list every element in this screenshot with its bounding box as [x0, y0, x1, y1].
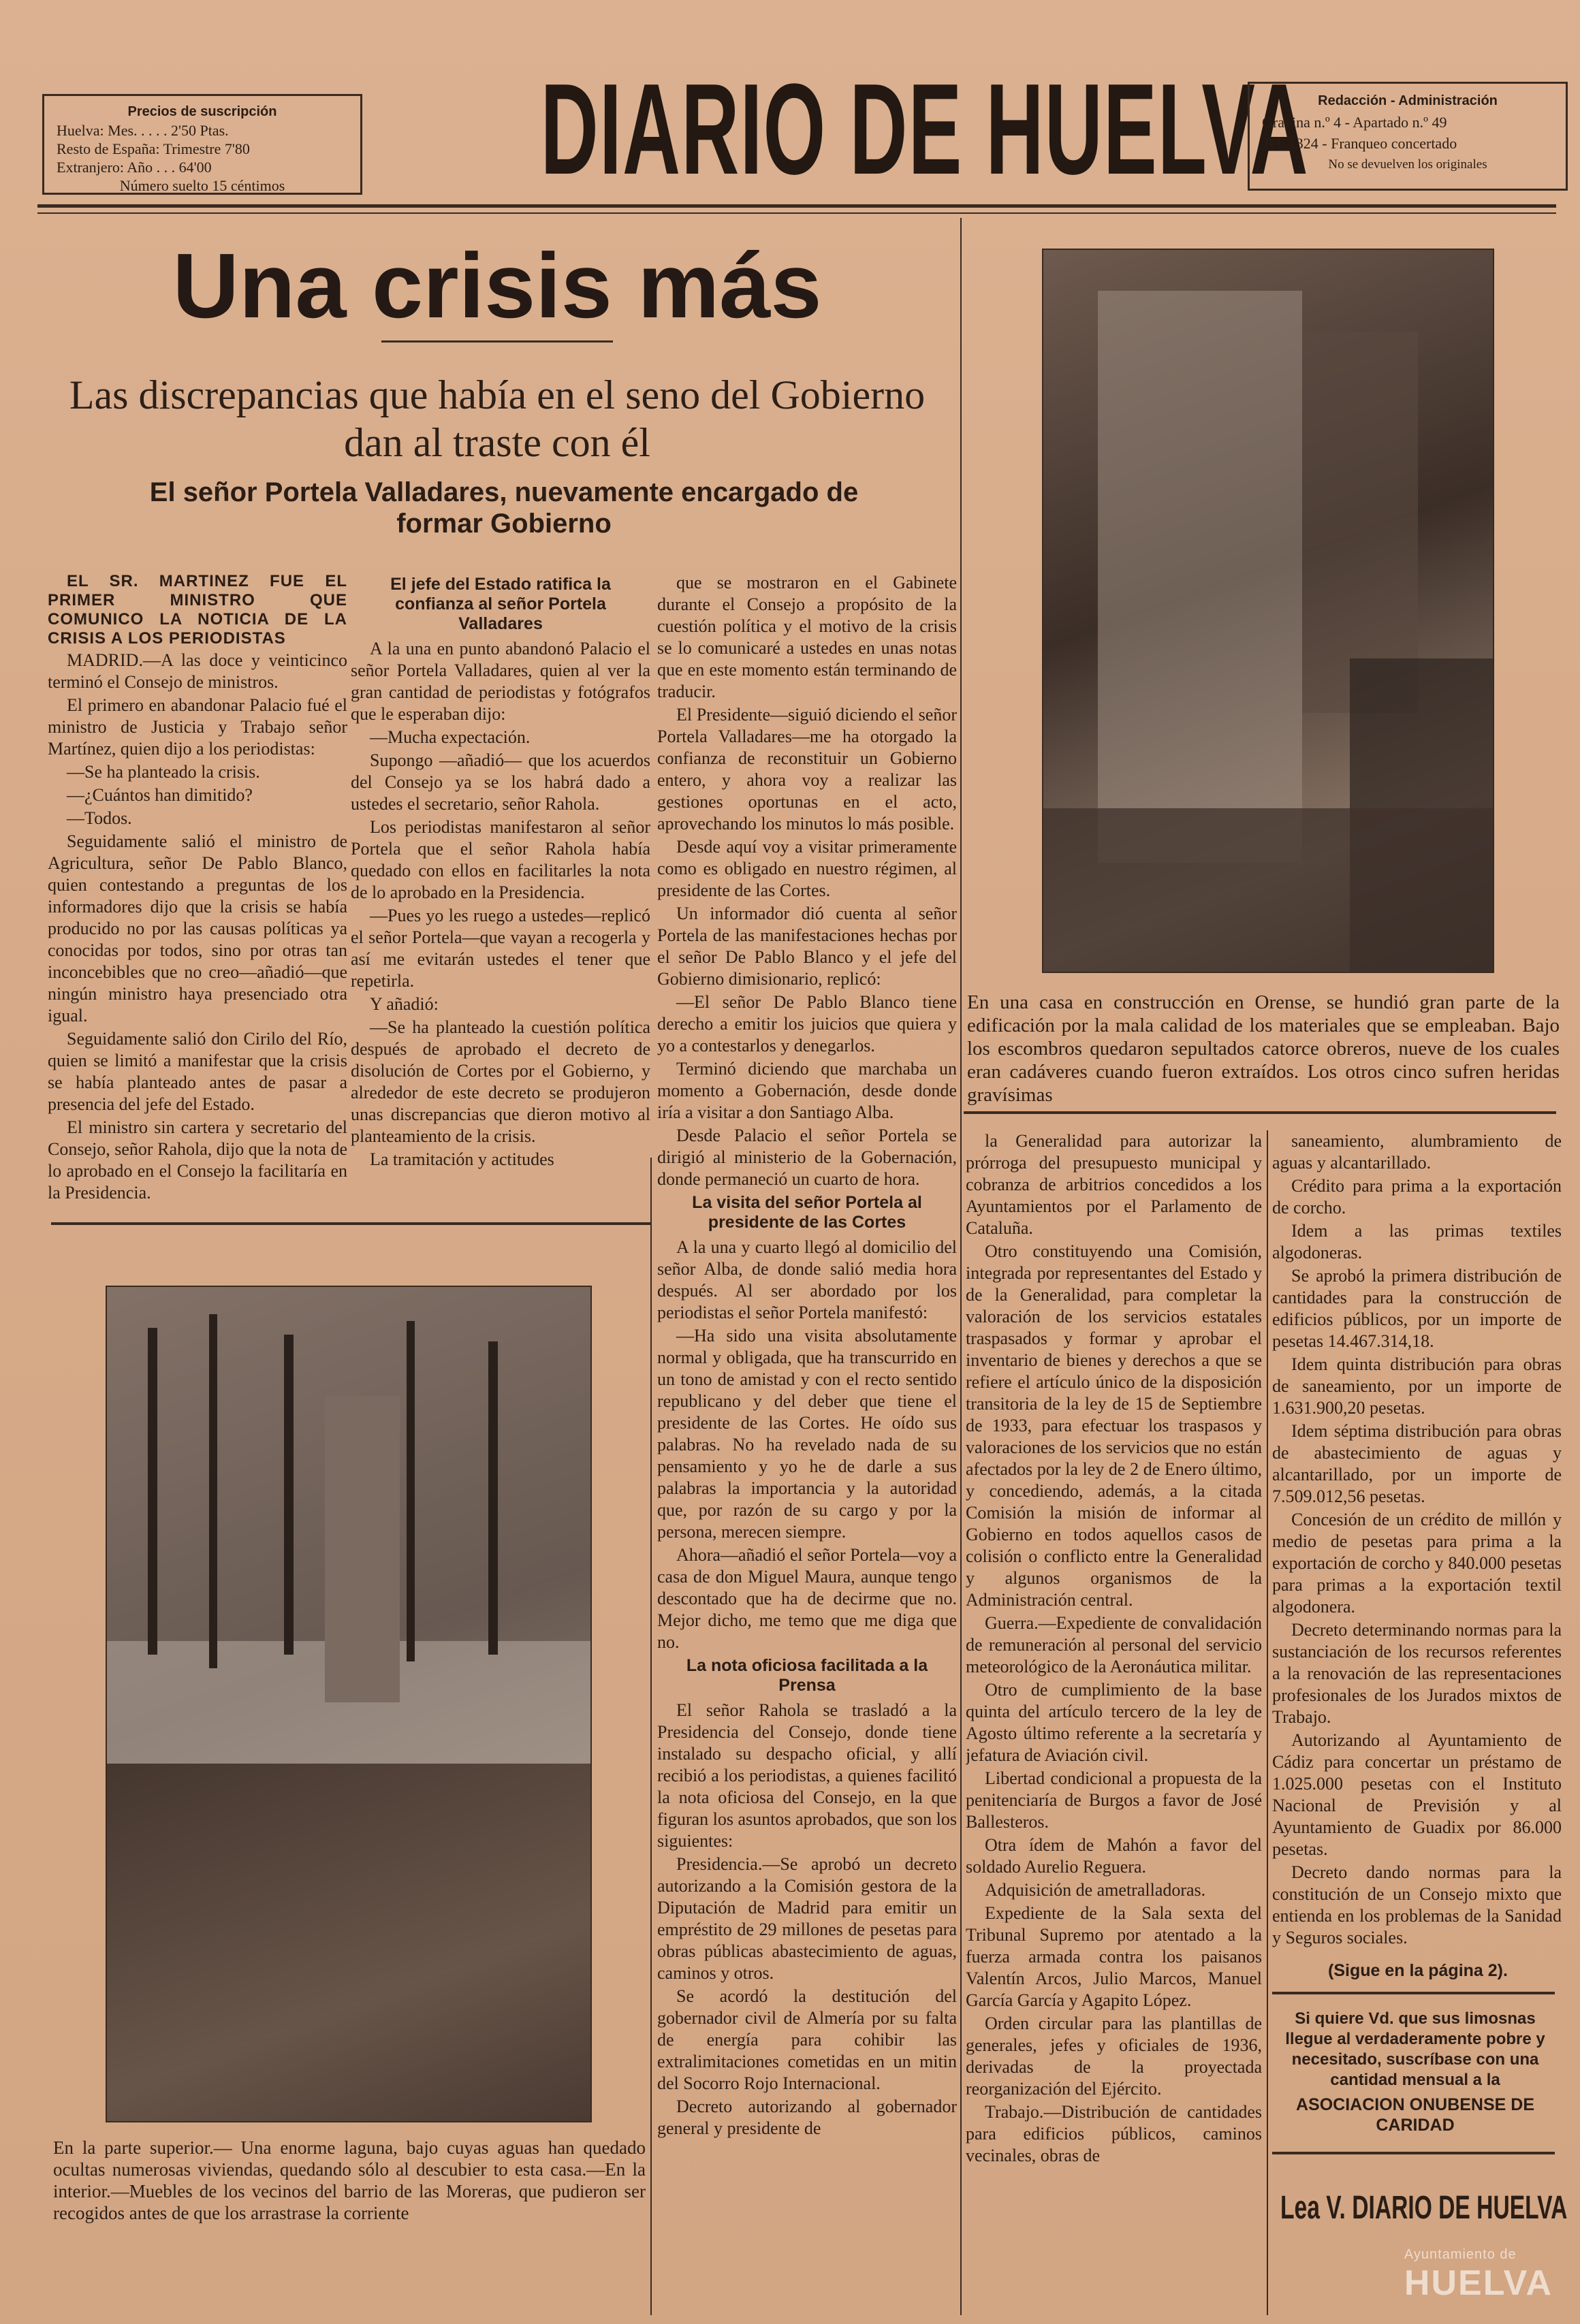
article-column-5 — [1272, 1130, 1562, 1995]
deck: El señor Portela Valladares, nuevamente encargado de formar Gobierno — [149, 477, 859, 539]
paragraph: Decreto autorizando al gobernador general y presidente de — [657, 2097, 957, 2138]
column-heading: El jefe del Estado ratifica la confianza al señor Portela Valladares — [390, 575, 611, 633]
paragraph: A la una en punto abandonó Palacio el señor Portela Valladares, quien al ver la gran cantidad de periodistas y fotógrafos que le esperaban dijo: — [351, 639, 650, 724]
logo-text: HUELVA — [1404, 2263, 1553, 2303]
paragraph: Decreto dando normas para la constitución de un Consejo mixto que entienda en los problemas de la Sanidad y Seguros sociales. — [1272, 1862, 1562, 1947]
paragraph: Autorizando al Ayuntamiento de Cádiz para concertar un préstamo de 1.025.000 pesetas con el Instituto Nacional de Previsión y al Ayuntamiento de Guadix por 86.000 pesetas. — [1272, 1730, 1562, 1859]
office-line: Tel. 1324 - Franqueo concertado — [1262, 135, 1457, 152]
logo-subtitle: Ayuntamiento de — [1404, 2247, 1517, 2262]
office-box — [1248, 82, 1568, 191]
building-illustration — [1043, 250, 1493, 972]
photo-collapsed-building — [1042, 249, 1494, 973]
paragraph: Idem a las primas textiles algodoneras. — [1272, 1221, 1562, 1262]
paragraph: —El señor De Pablo Blanco tiene derecho a emitir los juicios que quiera y yo a contestarlos y denegarlos. — [657, 992, 957, 1055]
subscription-line: Extranjero: Año . . . 64'00 — [57, 159, 212, 176]
photo-caption-top: En una casa en construcción en Orense, se hundió gran parte de la edificación por la mala calidad de los materiales que se empleaban. Bajo los escombros quedaron sepultados catorce obreros, nueve de los cuales eran cadáveres cuando fueron extraídos. Los otros cinco sufren heridas gravísimas — [967, 991, 1560, 1106]
paragraph: El Presidente—siguió diciendo el señor Portela Valladares—me ha otorgado la confianza de reconstituir un Gobierno entero, y ahora voy a realizar las gestiones oportunas en el acto, aprovechando los minutos lo más posible. — [657, 705, 957, 833]
article-column-1 — [48, 572, 347, 1222]
subscription-title: Precios de suscripción — [127, 104, 277, 119]
paragraph: —Se ha planteado la cuestión política después de aprobado el decreto de disolución de Cortes por el Gobierno, y alrededor de este decreto se produjeron unas discrepancias que dieron motivo al planteamiento de la crisis. — [351, 1017, 650, 1146]
paragraph: Expediente de la Sala sexta del Tribunal Supremo por atentado a la fuerza armada contra los paisanos Valentín Arcos, Julio Marcos, Manuel García García y Agapito López. — [966, 1903, 1262, 2010]
subheadline: Las discrepancias que había en el seno del Gobierno dan al traste con él — [69, 372, 926, 465]
paragraph: Otro de cumplimiento de la base quinta del artículo tercero de la ley de Agosto último referente a la secretaría y jefatura de Aviación civil. — [966, 1680, 1262, 1765]
charity-org: ASOCIACION ONUBENSE DE CARIDAD — [1295, 2095, 1535, 2135]
notice-rule — [1272, 1992, 1555, 1994]
paragraph: —¿Cuántos han dimitido? — [67, 785, 253, 805]
office-line: Gravina n.º 4 - Apartado n.º 49 — [1262, 114, 1447, 131]
headline-ornament — [381, 340, 613, 343]
paragraph: —Mucha expectación. — [370, 727, 531, 747]
paragraph: saneamiento, alumbramiento de aguas y alcantarillado. — [1272, 1131, 1562, 1173]
subscription-line: Número suelto 15 céntimos — [119, 177, 285, 194]
city-council-logo — [1404, 2247, 1553, 2304]
paragraph: El señor Rahola se trasladó a la Presidencia del Consejo, donde tiene instalado su despacho oficial, y allí recibió a los periodistas, a quienes facilitó la nota oficiosa del Consejo, en la que figuran los asuntos aprobados, que son los siguientes: — [657, 1700, 957, 1851]
header-rule-thin — [37, 212, 1556, 214]
paragraph: El primero en abandonar Palacio fué el ministro de Justicia y Trabajo señor Martínez, quien dijo a los periodistas: — [48, 695, 347, 759]
continued-note: (Sigue en la página 2). — [1328, 1961, 1508, 1980]
footer-slogan: Lea V. DIARIO DE HUELVA — [1280, 2190, 1568, 2226]
article-column-2 — [351, 572, 650, 1222]
paragraph: la Generalidad para autorizar la prórroga del presupuesto municipal y cobranza de arbitrios concedidos a los Ayuntamientos por el Parlamento de Cataluña. — [966, 1131, 1262, 1238]
paragraph: Guerra.—Expediente de convalidación de remuneración al personal del servicio meteorológico de la Aeronáutica militar. — [966, 1613, 1262, 1676]
paragraph: Se acordó la destitución del gobernador civil de Almería por su falta de energía para cohibir las extralimitaciones cometidas en un mitin del Socorro Rojo Internacional. — [657, 1986, 957, 2093]
paragraph: —Todos. — [67, 808, 132, 828]
paragraph: Decreto determinando normas para la sustanciación de los recursos referentes a la renovación de las representaciones profesionales de los Jurados mixtos de Trabajo. — [1272, 1620, 1562, 1727]
paragraph: Desde Palacio el señor Portela se dirigió al ministerio de la Gobernación, donde permaneció un cuarto de hora. — [657, 1126, 957, 1189]
column-rule — [650, 1158, 652, 2315]
paragraph: que se mostraron en el Gabinete durante el Consejo a propósito de la cuestión política y el motivo de la crisis se lo comunicaré a ustedes en unas notas que en este momento están terminando de traducir. — [657, 573, 957, 701]
masthead-title: DIARIO DE HUELVA — [540, 57, 1309, 202]
paragraph: Trabajo.—Distribución de cantidades para edificios públicos, caminos vecinales, obras de — [966, 2102, 1262, 2165]
paragraph: —Ha sido una visita absolutamente normal y obligada, que ha transcurrido en un tono de amistad y con el recto sentido republicano y del deber que tiene el presidente de las Cortes. He oído sus palabras. No ha revelado nada de su pensamiento y yo he de darle a sus palabras la importancia y la autoridad que, por razón de su cargo y por la persona, merecen siempre. — [657, 1326, 957, 1542]
paragraph: Otro constituyendo una Comisión, integrada por representantes del Estado y de la Generalidad, para completar la valoración de los servicios estatales traspasados y formar y aprobar el inventario de bienes y derechos a que se refiere el artículo único de la disposición transitoria de la ley de 15 de Septiembre de 1933, para efectuar los traspasos y valoraciones de los servicios que no están afectados por la ley de 2 de Enero último, y concediendo, además, a la citada Comisión la misión de informar al Gobierno en todos aquellos casos de colisión o conflicto entre la Generalidad y algunos organismos de la Administración central. — [966, 1241, 1262, 1610]
column-heading: La visita del señor Portela al presidente de las Cortes — [692, 1193, 922, 1232]
paragraph: Supongo —añadió— que los acuerdos del Consejo ya se los habrá dado a ustedes el secretario, señor Rahola. — [351, 750, 650, 814]
paragraph: —Pues yo les ruego a ustedes—replicó el señor Portela—que vayan a recogerla y así me evitarán ustedes el tener que repetirla. — [351, 906, 650, 991]
paragraph: Adquisición de ametralladoras. — [985, 1880, 1206, 1900]
paragraph: Presidencia.—Se aprobó un decreto autorizando a la Comisión gestora de la Diputación de Madrid para emitir un empréstito de 29 millones de pesetas para obras públicas abastecimiento de aguas, caminos y otros. — [657, 1854, 957, 1983]
paragraph: MADRID.—A las doce y veinticinco terminó el Consejo de ministros. — [48, 650, 347, 692]
paragraph: —Se ha planteado la crisis. — [67, 762, 260, 782]
charity-text: Si quiere Vd. que sus limosnas llegue al verdaderamente pobre y necesitado, suscríbase con una cantidad mensual a la — [1285, 2009, 1545, 2089]
subscription-box — [42, 94, 362, 195]
paragraph: Idem séptima distribución para obras de abastecimiento de aguas y alcantarillado, por un importe de 7.509.012,56 pesetas. — [1272, 1421, 1562, 1506]
column-rule — [1267, 1130, 1268, 2315]
office-line: Redacción - Administración — [1318, 93, 1498, 108]
paragraph: Idem quinta distribución para obras de saneamiento, por un importe de 1.631.900,20 pesetas. — [1272, 1354, 1562, 1418]
section-rule — [51, 1222, 650, 1225]
paragraph: Otra ídem de Mahón a favor del soldado Aurelio Reguera. — [966, 1835, 1262, 1877]
paragraph: Se aprobó la primera distribución de cantidades para la construcción de edificios públicos, por un importe de pesetas 14.467.314,18. — [1272, 1266, 1562, 1351]
paragraph: Seguidamente salió don Cirilo del Río, quien se limitó a manifestar que la crisis se había planteado antes de pasar a presencia del jefe del Estado. — [48, 1029, 347, 1114]
article-column-3 — [657, 572, 957, 2315]
flood-illustration — [107, 1287, 590, 2121]
paragraph: Ahora—añadió el señor Portela—voy a casa de don Miguel Maura, aunque tengo descontado que ha de decirme que no. Mejor dicho, me temo que me diga que no. — [657, 1545, 957, 1652]
paragraph: Terminó diciendo que marchaba un momento a Gobernación, desde donde iría a visitar a don Santiago Alba. — [657, 1059, 957, 1122]
headline: Una crisis más — [172, 234, 822, 337]
paragraph: Concesión de un crédito de millón y medio de pesetas para prima a la exportación de corcho y 840.000 pesetas para primas a la exportación textil algodonera. — [1272, 1510, 1562, 1617]
column-heading: La nota oficiosa facilitada a la Prensa — [686, 1656, 928, 1695]
paragraph: Orden circular para las plantillas de generales, jefes y oficiales de 1936, derivadas de la proyectada reorganización del Ejército. — [966, 2013, 1262, 2099]
paragraph: Libertad condicional a propuesta de la penitenciaría de Burgos a favor de José Ballesteros. — [966, 1768, 1262, 1832]
charity-notice — [1272, 2009, 1558, 2135]
paragraph: Desde aquí voy a visitar primeramente como es obligado en nuestro régimen, al presidente de las Cortes. — [657, 837, 957, 900]
article-column-4 — [966, 1130, 1262, 2315]
column-rule — [960, 218, 962, 2315]
paragraph: Y añadió: — [370, 994, 439, 1014]
paragraph: Un informador dió cuenta al señor Portela de las manifestaciones hechas por el señor De Pablo Blanco y el jefe del Gobierno dimisionario, replicó: — [657, 904, 957, 989]
photo-caption-bottom: En la parte superior.— Una enorme laguna, bajo cuyas aguas han quedado ocultas numerosas viviendas, quedando sólo al descubier to esta casa.—En la interior.—Muebles de los vecinos del barrio de las Moreras, que pudieron ser recogidos antes de que los arrastrase la corriente — [53, 2137, 646, 2223]
paragraph: La tramitación y actitudes — [370, 1149, 554, 1169]
subscription-line: Resto de España: Trimestre 7'80 — [57, 140, 250, 157]
column-lead: EL SR. MARTINEZ FUE EL PRIMER MINISTRO QUE COMUNICO LA NOTICIA DE LA CRISIS A LOS PERIODISTAS — [48, 572, 347, 648]
office-line: No se devuelven los originales — [1328, 157, 1487, 172]
subscription-line: Huelva: Mes. . . . . 2'50 Ptas. — [57, 122, 229, 139]
paragraph: Los periodistas manifestaron al señor Portela que el señor Rahola había quedado con ellos en facilitarles la nota de lo aprobado en la Presidencia. — [351, 817, 650, 902]
paragraph: Seguidamente salió el ministro de Agricultura, señor De Pablo Blanco, quien contestando a preguntas de los informadores dijo que la crisis se había producido no por las causas políticas ya conocidas por todos, sino por otras tan inconcebibles que no creo—añadió—que ningún ministro haya presenciado otra igual. — [48, 831, 347, 1025]
paragraph: Crédito para prima a la exportación de corcho. — [1272, 1176, 1562, 1217]
notice-rule — [1272, 2152, 1555, 2154]
paragraph: El ministro sin cartera y secretario del Consejo, señor Rahola, dijo que la nota de lo aprobado en el Consejo la facilitaría en la Presidencia. — [48, 1117, 347, 1203]
header-rule — [37, 204, 1556, 208]
paragraph: A la una y cuarto llegó al domicilio del señor Alba, de donde salió media hora después. Al ser abordado por los periodistas el señor Portela manifestó: — [657, 1237, 957, 1322]
photo-flooded-house — [106, 1286, 592, 2122]
section-rule — [964, 1111, 1556, 1114]
